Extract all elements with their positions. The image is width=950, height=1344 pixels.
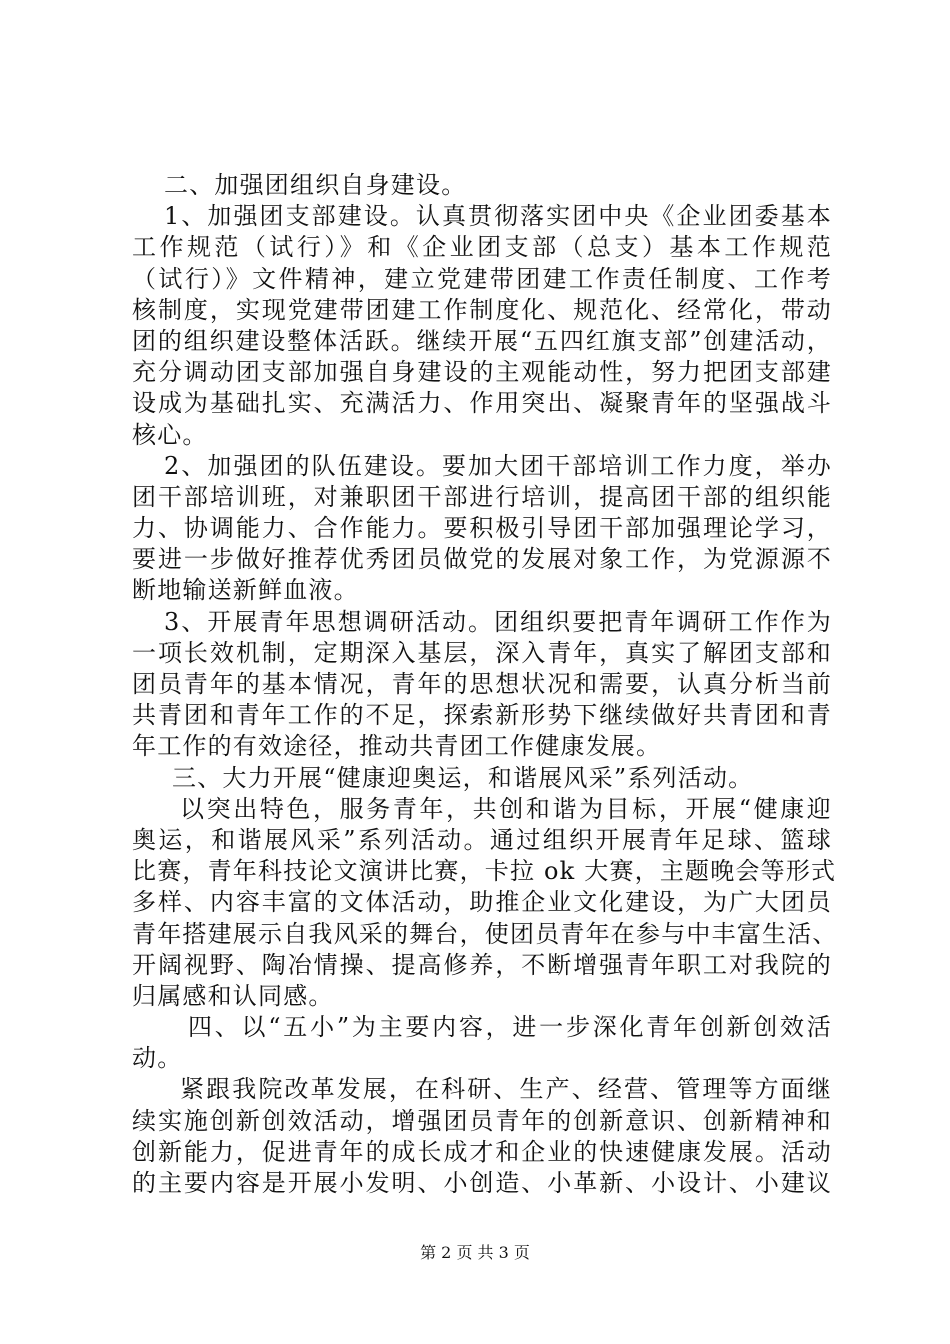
text-line: 力、协调能力、合作能力。要积极引导团干部加强理论学习，	[132, 514, 832, 542]
page-footer: 第 2 页 共 3 页	[420, 1243, 530, 1262]
text-line: 的主要内容是开展小发明、小创造、小革新、小设计、小建议	[132, 1169, 832, 1197]
text-line: 核制度，实现党建带团建工作制度化、规范化、经常化，带动	[132, 296, 832, 324]
text-line: 归属感和认同感。	[132, 982, 334, 1010]
text-line: 充分调动团支部加强自身建设的主观能动性，努力把团支部建	[132, 358, 832, 386]
text-line: 创新能力，促进青年的成长成才和企业的快速健康发展。活动	[132, 1138, 832, 1166]
text-line: 工作规范（试行）》和《企业团支部（总支）基本工作规范	[132, 233, 832, 261]
text-line: 设成为基础扎实、充满活力、作用突出、凝聚青年的坚强战斗	[132, 389, 832, 417]
text-line: 三、大力开展“健康迎奥运，和谐展风采”系列活动。	[172, 764, 754, 792]
text-line: 断地输送新鲜血液。	[132, 576, 359, 604]
text-line: 核心。	[132, 421, 208, 449]
text-line: 3、开展青年思想调研活动。团组织要把青年调研工作作为	[164, 608, 832, 636]
text-line: 1、加强团支部建设。认真贯彻落实团中央《企业团委基本	[164, 202, 832, 230]
text-line: 青年搭建展示自我风采的舞台，使团员青年在参与中丰富生活、	[132, 920, 838, 948]
text-line: （试行）》文件精神，建立党建带团建工作责任制度、工作考	[132, 265, 832, 293]
text-line: 以突出特色，服务青年，共创和谐为目标，开展“健康迎	[180, 795, 832, 823]
text-line: 共青团和青年工作的不足，探索新形势下继续做好共青团和青	[132, 701, 832, 729]
text-line: 开阔视野、陶冶情操、提高修养，不断增强青年职工对我院的	[132, 951, 832, 979]
text-line: 团干部培训班，对兼职团干部进行培训，提高团干部的组织能	[132, 483, 832, 511]
text-line: 续实施创新创效活动，增强团员青年的创新意识、创新精神和	[132, 1107, 832, 1135]
text-line: 二、加强团组织自身建设。	[164, 171, 467, 199]
text-line: 一项长效机制，定期深入基层，深入青年，真实了解团支部和	[132, 639, 832, 667]
text-line: 团员青年的基本情况，青年的思想状况和需要，认真分析当前	[132, 670, 832, 698]
text-line: 要进一步做好推荐优秀团员做党的发展对象工作，为党源源不	[132, 545, 832, 573]
text-line: 奥运，和谐展风采”系列活动。通过组织开展青年足球、篮球	[132, 826, 832, 854]
text-line: 比赛，青年科技论文演讲比赛，卡拉 ok 大赛，主题晚会等形式	[132, 857, 837, 885]
text-line: 2、加强团的队伍建设。要加大团干部培训工作力度，举办	[164, 452, 832, 480]
text-line: 四、以“五小”为主要内容，进一步深化青年创新创效活	[188, 1013, 832, 1041]
text-line: 团的组织建设整体活跃。继续开展“五四红旗支部”创建活动，	[132, 327, 832, 355]
text-line: 年工作的有效途径，推动共青团工作健康发展。	[132, 732, 662, 760]
text-line: 动。	[132, 1044, 183, 1072]
text-line: 多样、内容丰富的文体活动，助推企业文化建设，为广大团员	[132, 888, 832, 916]
text-line: 紧跟我院改革发展，在科研、生产、经营、管理等方面继	[180, 1075, 832, 1103]
